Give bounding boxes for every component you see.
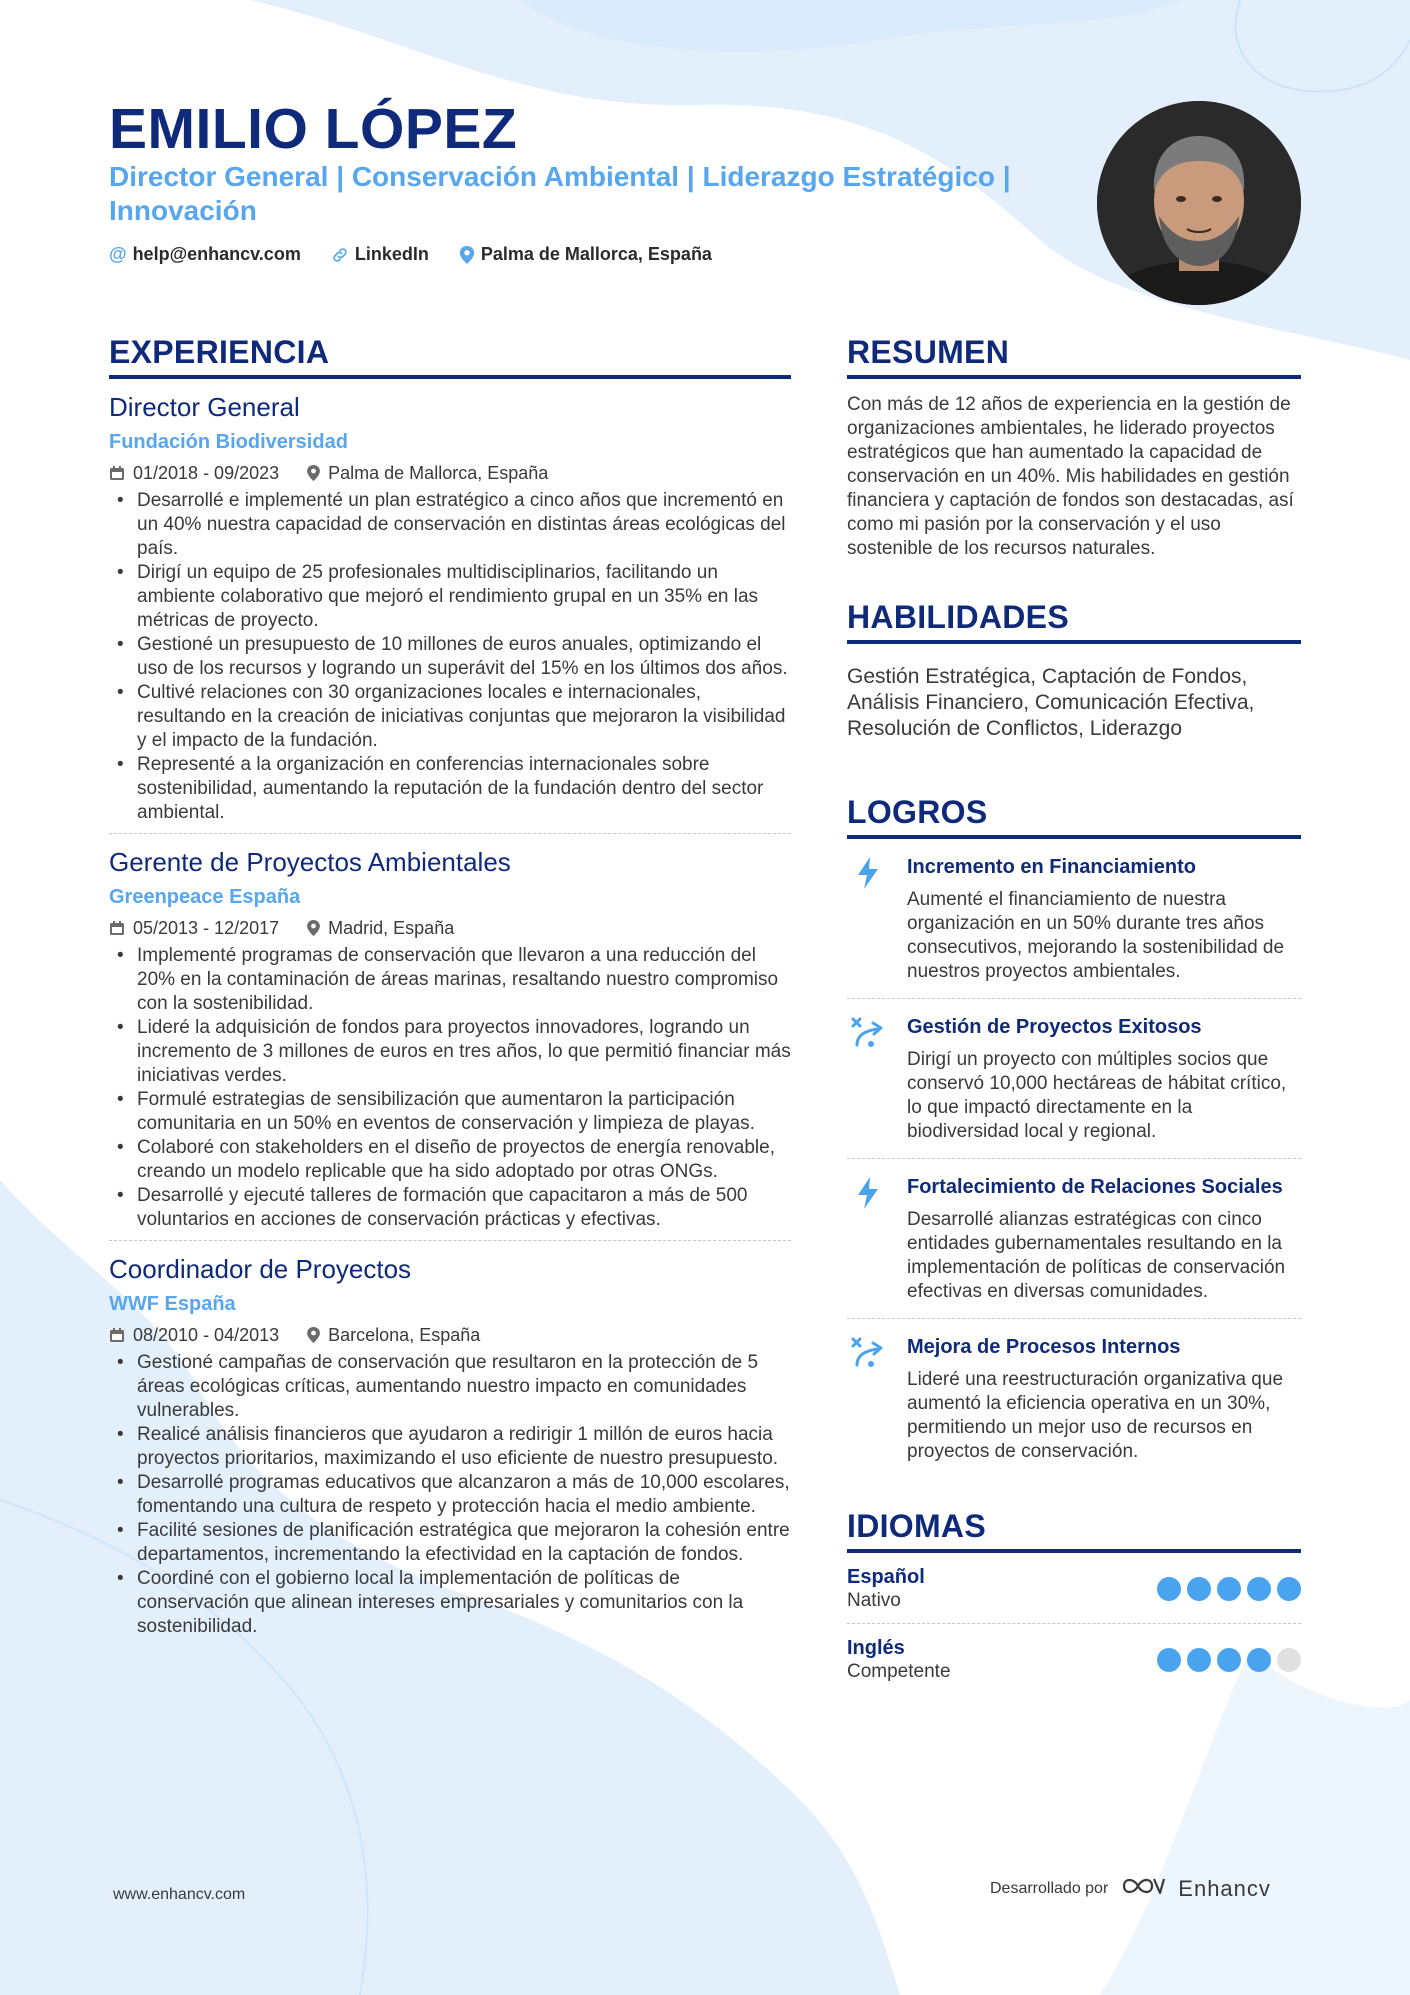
- language-rating: [1157, 1577, 1301, 1601]
- job-title: Gerente de Proyectos Ambientales: [109, 847, 511, 877]
- job-company: WWF España: [109, 1293, 236, 1315]
- list-item: • Facilité sesiones de planificación estratégica que mejoraron la cohesión entre departamentos, incrementando la efectividad en la captación de fondos.: [109, 1519, 791, 1567]
- location-pin-icon: [459, 246, 475, 264]
- rating-dot-filled: [1187, 1577, 1211, 1601]
- calendar-icon: [109, 1327, 125, 1343]
- job-dates: 08/2010 - 04/2013: [133, 1325, 280, 1345]
- summary-text: Con más de 12 años de experiencia en la gestión de organizaciones ambientales, he liderado proyectos estratégicos que han aumentado la capacidad de conservación en un 40%. Mis habilidades en gestión financiera y captación de fondos son destacadas, así como mi pasión por la conservación y el uso sostenible de los recursos naturales.: [847, 394, 1294, 559]
- location-pin-icon: [307, 1327, 320, 1343]
- contact-location: [459, 244, 712, 265]
- language-name: Inglés: [847, 1637, 905, 1659]
- email-text: help@enhancv.com: [132, 244, 301, 264]
- enhancv-logo-icon: [1120, 1874, 1166, 1903]
- achievement-item: [847, 1158, 1301, 1318]
- job-title: Coordinador de Proyectos: [109, 1254, 412, 1284]
- language-item: [847, 1623, 1301, 1694]
- list-item: • Cultivé relaciones con 30 organizaciones locales e internacionales, resultando en la creación de iniciativas conjuntas que mejoraron la visibilidad y el impacto de la fundación.: [109, 681, 791, 753]
- powered-by-text: Desarrollado por: [990, 1879, 1109, 1897]
- footer-website[interactable]: www.enhancv.com: [113, 1886, 246, 1903]
- rating-dot-filled: [1247, 1648, 1271, 1672]
- job-dates: 01/2018 - 09/2023: [133, 463, 280, 483]
- job-entry: [109, 833, 791, 1240]
- list-item: • Lideré la adquisición de fondos para proyectos innovadores, logrando un incremento de 3 millones de euros en tres años, lo que permitió financiar más iniciativas verdes.: [109, 1016, 791, 1088]
- achievement-desc: Lideré una reestructuración organizativa que aumentó la eficiencia operativa en un 30%, permitiendo un mejor uso de recursos en proyectos de conservación.: [907, 1369, 1284, 1462]
- achievement-title: Gestión de Proyectos Exitosos: [907, 1016, 1202, 1038]
- list-item: • Desarrollé y ejecuté talleres de formación que capacitaron a más de 500 voluntarios en acciones de conservación prácticas y efectivas.: [109, 1184, 791, 1232]
- job-company: Fundación Biodiversidad: [109, 431, 348, 453]
- job-company: Greenpeace España: [109, 886, 301, 908]
- job-entry: [109, 379, 791, 833]
- achievement-item: [847, 1318, 1301, 1478]
- list-item: • Coordiné con el gobierno local la implementación de políticas de conservación que alinean intereses empresariales y comunitarios con la sostenibilidad.: [109, 1567, 791, 1639]
- lightning-icon: [847, 855, 889, 984]
- list-item: • Formulé estrategias de sensibilización que aumentaron la participación comunitaria en un 50% en eventos de conservación y limpieza de playas.: [109, 1088, 791, 1136]
- rating-dot-filled: [1187, 1648, 1211, 1672]
- rating-dot-empty: [1277, 1648, 1301, 1672]
- candidate-name: EMILIO LÓPEZ: [109, 97, 518, 161]
- language-item: [847, 1553, 1301, 1623]
- at-icon: @: [109, 244, 127, 264]
- job-title: Director General: [109, 392, 300, 422]
- location-text: Palma de Mallorca, España: [480, 244, 712, 264]
- strategy-icon: [847, 1015, 889, 1144]
- linkedin-text: LinkedIn: [354, 244, 429, 264]
- calendar-icon: [109, 465, 125, 481]
- achievement-item: [847, 839, 1301, 998]
- job-entry: [109, 1240, 791, 1647]
- job-meta: [109, 914, 791, 942]
- brand-name: Enhancv: [1178, 1875, 1271, 1901]
- achievement-title: Mejora de Procesos Internos: [907, 1336, 1181, 1358]
- list-item: • Desarrollé programas educativos que alcanzaron a más de 10,000 escolares, fomentando una cultura de respeto y protección hacia el medio ambiente.: [109, 1471, 791, 1519]
- skills-heading: HABILIDADES: [847, 599, 1301, 644]
- rating-dot-filled: [1217, 1648, 1241, 1672]
- footer-branding: [990, 1874, 1271, 1903]
- list-item: • Gestioné un presupuesto de 10 millones de euros anuales, optimizando el uso de los recursos y logrando un superávit del 15% en los últimos dos años.: [109, 633, 791, 681]
- achievement-desc: Dirigí un proyecto con múltiples socios que conservó 10,000 hectáreas de hábitat crítico, lo que impactó directamente en la biodiversidad local y regional.: [907, 1049, 1287, 1142]
- list-item: • Implementé programas de conservación que llevaron a una reducción del 20% en la contaminación de áreas marinas, resaltando nuestro compromiso con la sostenibilidad.: [109, 944, 791, 1016]
- job-dates: 05/2013 - 12/2017: [133, 918, 280, 938]
- location-pin-icon: [307, 465, 320, 481]
- left-column: [109, 334, 791, 1647]
- rating-dot-filled: [1217, 1577, 1241, 1601]
- job-bullets: [109, 1351, 791, 1639]
- contact-row: [109, 244, 712, 265]
- location-pin-icon: [307, 920, 320, 936]
- rating-dot-filled: [1157, 1648, 1181, 1672]
- language-rating: [1157, 1648, 1301, 1672]
- job-location: Barcelona, España: [328, 1325, 481, 1345]
- skills-text: Gestión Estratégica, Captación de Fondos, Análisis Financiero, Comunicación Efectiva, Resolución de Conflictos, Liderazgo: [847, 665, 1255, 740]
- job-location: Madrid, España: [328, 918, 455, 938]
- language-level: Nativo: [847, 1590, 901, 1611]
- candidate-headline: Director General | Conservación Ambiental | Liderazgo Estratégico | Innovación: [109, 161, 1011, 226]
- job-bullets: [109, 944, 791, 1232]
- achievement-title: Incremento en Financiamiento: [907, 856, 1196, 878]
- right-column: [847, 334, 1301, 1694]
- list-item: • Desarrollé e implementé un plan estratégico a cinco años que incrementó en un 40% nuestra capacidad de conservación en distintas áreas ecológicas del país.: [109, 489, 791, 561]
- summary-heading: RESUMEN: [847, 334, 1301, 379]
- list-item: • Colaboré con stakeholders en el diseño de proyectos de energía renovable, creando un modelo replicable que ha sido adoptado por otras ONGs.: [109, 1136, 791, 1184]
- profile-photo: [1097, 101, 1301, 305]
- list-item: • Gestioné campañas de conservación que resultaron en la protección de 5 áreas ecológicas críticas, aumentando nuestro impacto en comunidades vulnerables.: [109, 1351, 791, 1423]
- experience-heading: EXPERIENCIA: [109, 334, 791, 379]
- list-item: • Dirigí un equipo de 25 profesionales multidisciplinarios, facilitando un ambiente colaborativo que mejoró el rendimiento grupal en un 35% en las métricas de proyecto.: [109, 561, 791, 633]
- language-name: Español: [847, 1566, 925, 1588]
- rating-dot-filled: [1157, 1577, 1181, 1601]
- link-icon: [331, 246, 349, 264]
- list-item: • Realicé análisis financieros que ayudaron a redirigir 1 millón de euros hacia proyectos prioritarios, maximizando el uso eficiente de nuestro presupuesto.: [109, 1423, 791, 1471]
- rating-dot-filled: [1247, 1577, 1271, 1601]
- lightning-icon: [847, 1175, 889, 1304]
- job-meta: [109, 1321, 791, 1349]
- contact-linkedin[interactable]: [331, 244, 429, 265]
- strategy-icon: [847, 1335, 889, 1464]
- achievement-desc: Aumenté el financiamiento de nuestra organización en un 50% durante tres años consecutivos, mejorando la sostenibilidad de nuestros proyectos ambientales.: [907, 889, 1285, 982]
- job-meta: [109, 459, 791, 487]
- language-level: Competente: [847, 1661, 951, 1682]
- achievement-desc: Desarrollé alianzas estratégicas con cinco entidades gubernamentales resultando en la implementación de políticas de conservación efectivas en diversas comunidades.: [907, 1209, 1286, 1302]
- achievement-item: [847, 998, 1301, 1158]
- achievements-heading: LOGROS: [847, 794, 1301, 839]
- job-location: Palma de Mallorca, España: [328, 463, 549, 483]
- rating-dot-filled: [1277, 1577, 1301, 1601]
- contact-email[interactable]: [109, 244, 301, 265]
- calendar-icon: [109, 920, 125, 936]
- list-item: • Representé a la organización en conferencias internacionales sobre sostenibilidad, aumentando la reputación de la fundación dentro del sector ambiental.: [109, 753, 791, 825]
- job-bullets: [109, 489, 791, 825]
- languages-heading: IDIOMAS: [847, 1508, 1301, 1553]
- achievement-title: Fortalecimiento de Relaciones Sociales: [907, 1176, 1283, 1198]
